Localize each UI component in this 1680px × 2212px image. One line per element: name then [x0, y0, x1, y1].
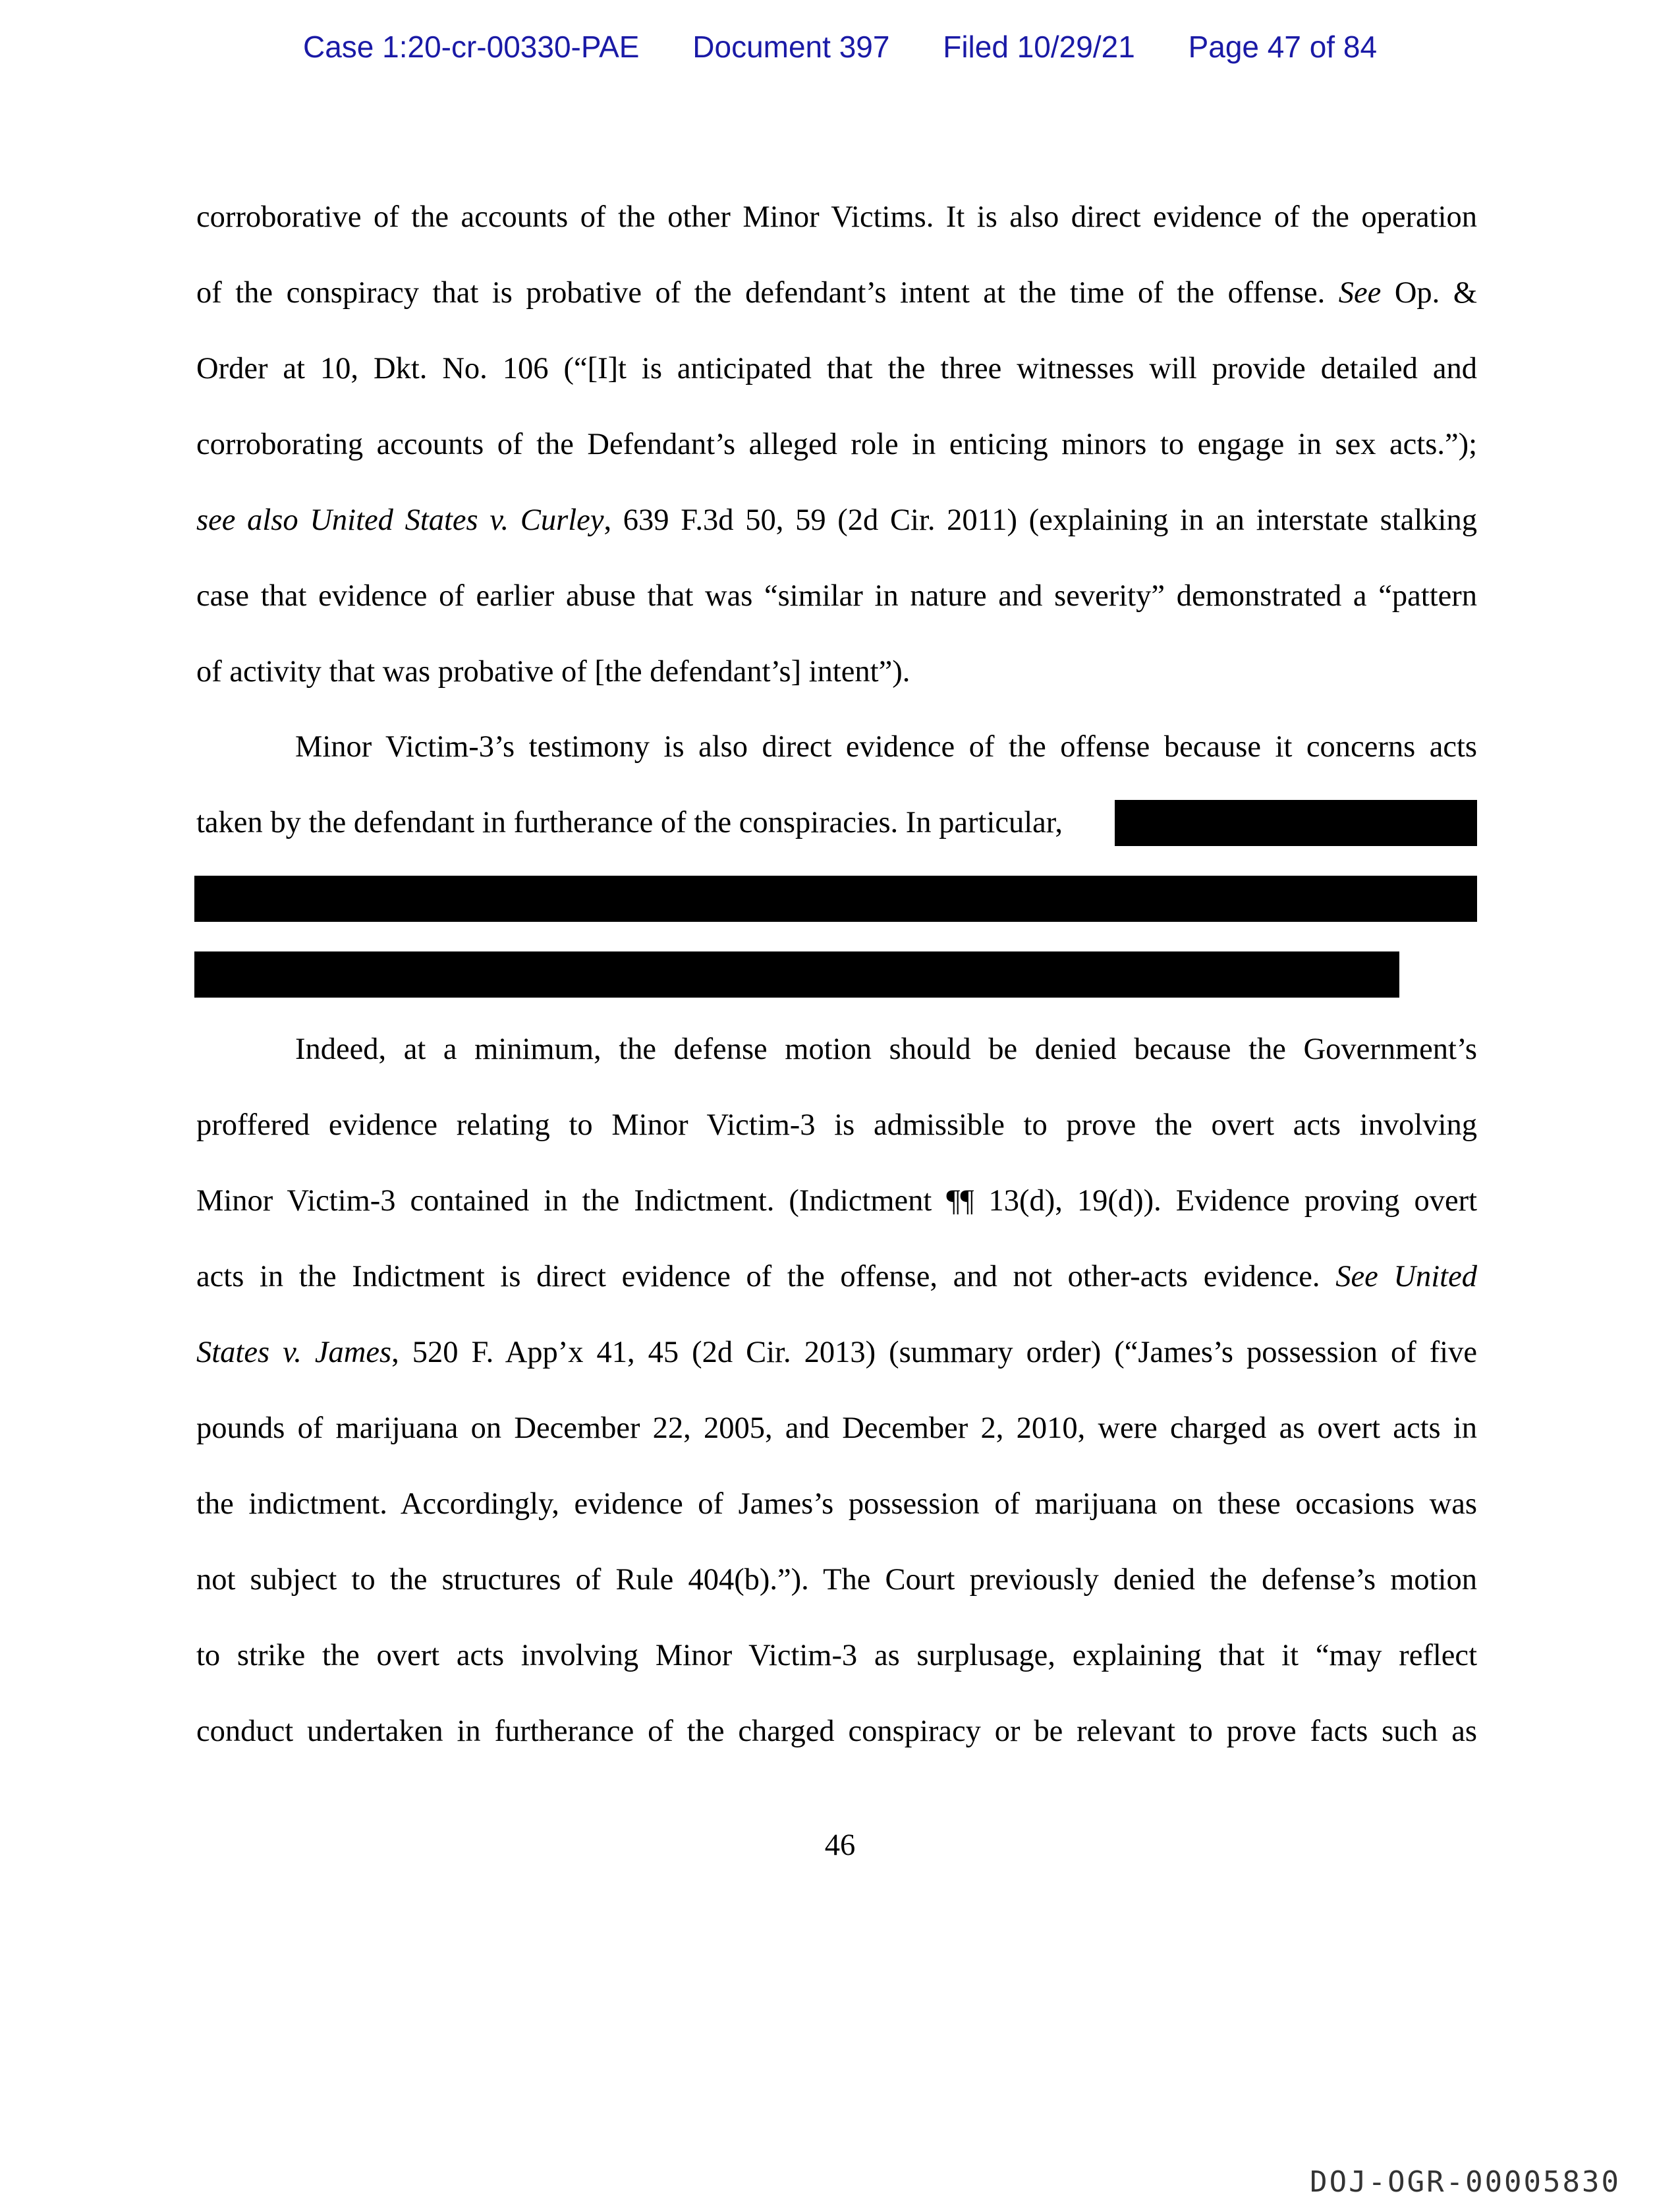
- body-line: corroborating accounts of the Defendant’s alleged role in enticing minors to engage in sex acts.”);: [196, 428, 1477, 461]
- case-header: [0, 29, 1680, 65]
- page-indicator: Page 47 of 84: [1188, 30, 1378, 64]
- body-line: Minor Victim-3’s testimony is also direct evidence of the offense because it concerns acts: [295, 730, 1477, 764]
- body-line: of the conspiracy that is probative of the defendant’s intent at the time of the offense. See Op. &: [196, 276, 1478, 310]
- case-citation: See United: [1335, 1260, 1477, 1293]
- body-line: Order at 10, Dkt. No. 106 (“[I]t is anticipated that the three witnesses will provide detailed and: [196, 352, 1477, 385]
- body-line: not subject to the structures of Rule 404(b).”). The Court previously denied the defense’s motion: [196, 1563, 1477, 1597]
- body-line: Minor Victim-3 contained in the Indictment. (Indictment ¶¶ 13(d), 19(d)). Evidence proving overt: [196, 1184, 1477, 1218]
- body-line: see also United States v. Curley, 639 F.3d 50, 59 (2d Cir. 2011) (explaining in an interstate stalking: [196, 503, 1477, 537]
- body-line: the indictment. Accordingly, evidence of James’s possession of marijuana on these occasions was: [196, 1487, 1477, 1521]
- body-line: States v. James, 520 F. App’x 41, 45 (2d Cir. 2013) (summary order) (“James’s possession of five: [196, 1336, 1477, 1369]
- body-line: Indeed, at a minimum, the defense motion should be denied because the Government’s: [295, 1033, 1477, 1066]
- case-number: Case 1:20-cr-00330-PAE: [302, 30, 640, 64]
- redaction-bar: [194, 876, 1477, 922]
- page-number: 46: [824, 1829, 856, 1862]
- body-line: to strike the overt acts involving Minor Victim-3 as surplusage, explaining that it “may reflect: [196, 1639, 1477, 1672]
- case-citation: States v. James: [196, 1336, 392, 1369]
- document-number: Document 397: [692, 30, 890, 64]
- body-line: taken by the defendant in furtherance of the conspiracies. In particular,: [196, 806, 1063, 839]
- redaction-bar: [194, 951, 1399, 998]
- filed-date: Filed 10/29/21: [943, 30, 1135, 64]
- body-line: pounds of marijuana on December 22, 2005, and December 2, 2010, were charged as overt acts in: [196, 1411, 1477, 1445]
- body-line: acts in the Indictment is direct evidence of the offense, and not other-acts evidence. See United: [196, 1260, 1477, 1293]
- body-line: proffered evidence relating to Minor Victim-3 is admissible to prove the overt acts involving: [196, 1108, 1477, 1142]
- bates-number: DOJ-OGR-00005830: [1310, 2165, 1621, 2199]
- body-line: corroborative of the accounts of the other Minor Victims. It is also direct evidence of the operation: [196, 200, 1477, 234]
- body-line: conduct undertaken in furtherance of the charged conspiracy or be relevant to prove facts such as: [196, 1715, 1477, 1748]
- body-line: of activity that was probative of [the defendant’s] intent”).: [196, 655, 910, 689]
- case-citation: see also United States v. Curley: [196, 503, 604, 537]
- body-line: case that evidence of earlier abuse that was “similar in nature and severity” demonstrated a “pattern: [196, 579, 1477, 613]
- redaction-bar: [1115, 800, 1477, 846]
